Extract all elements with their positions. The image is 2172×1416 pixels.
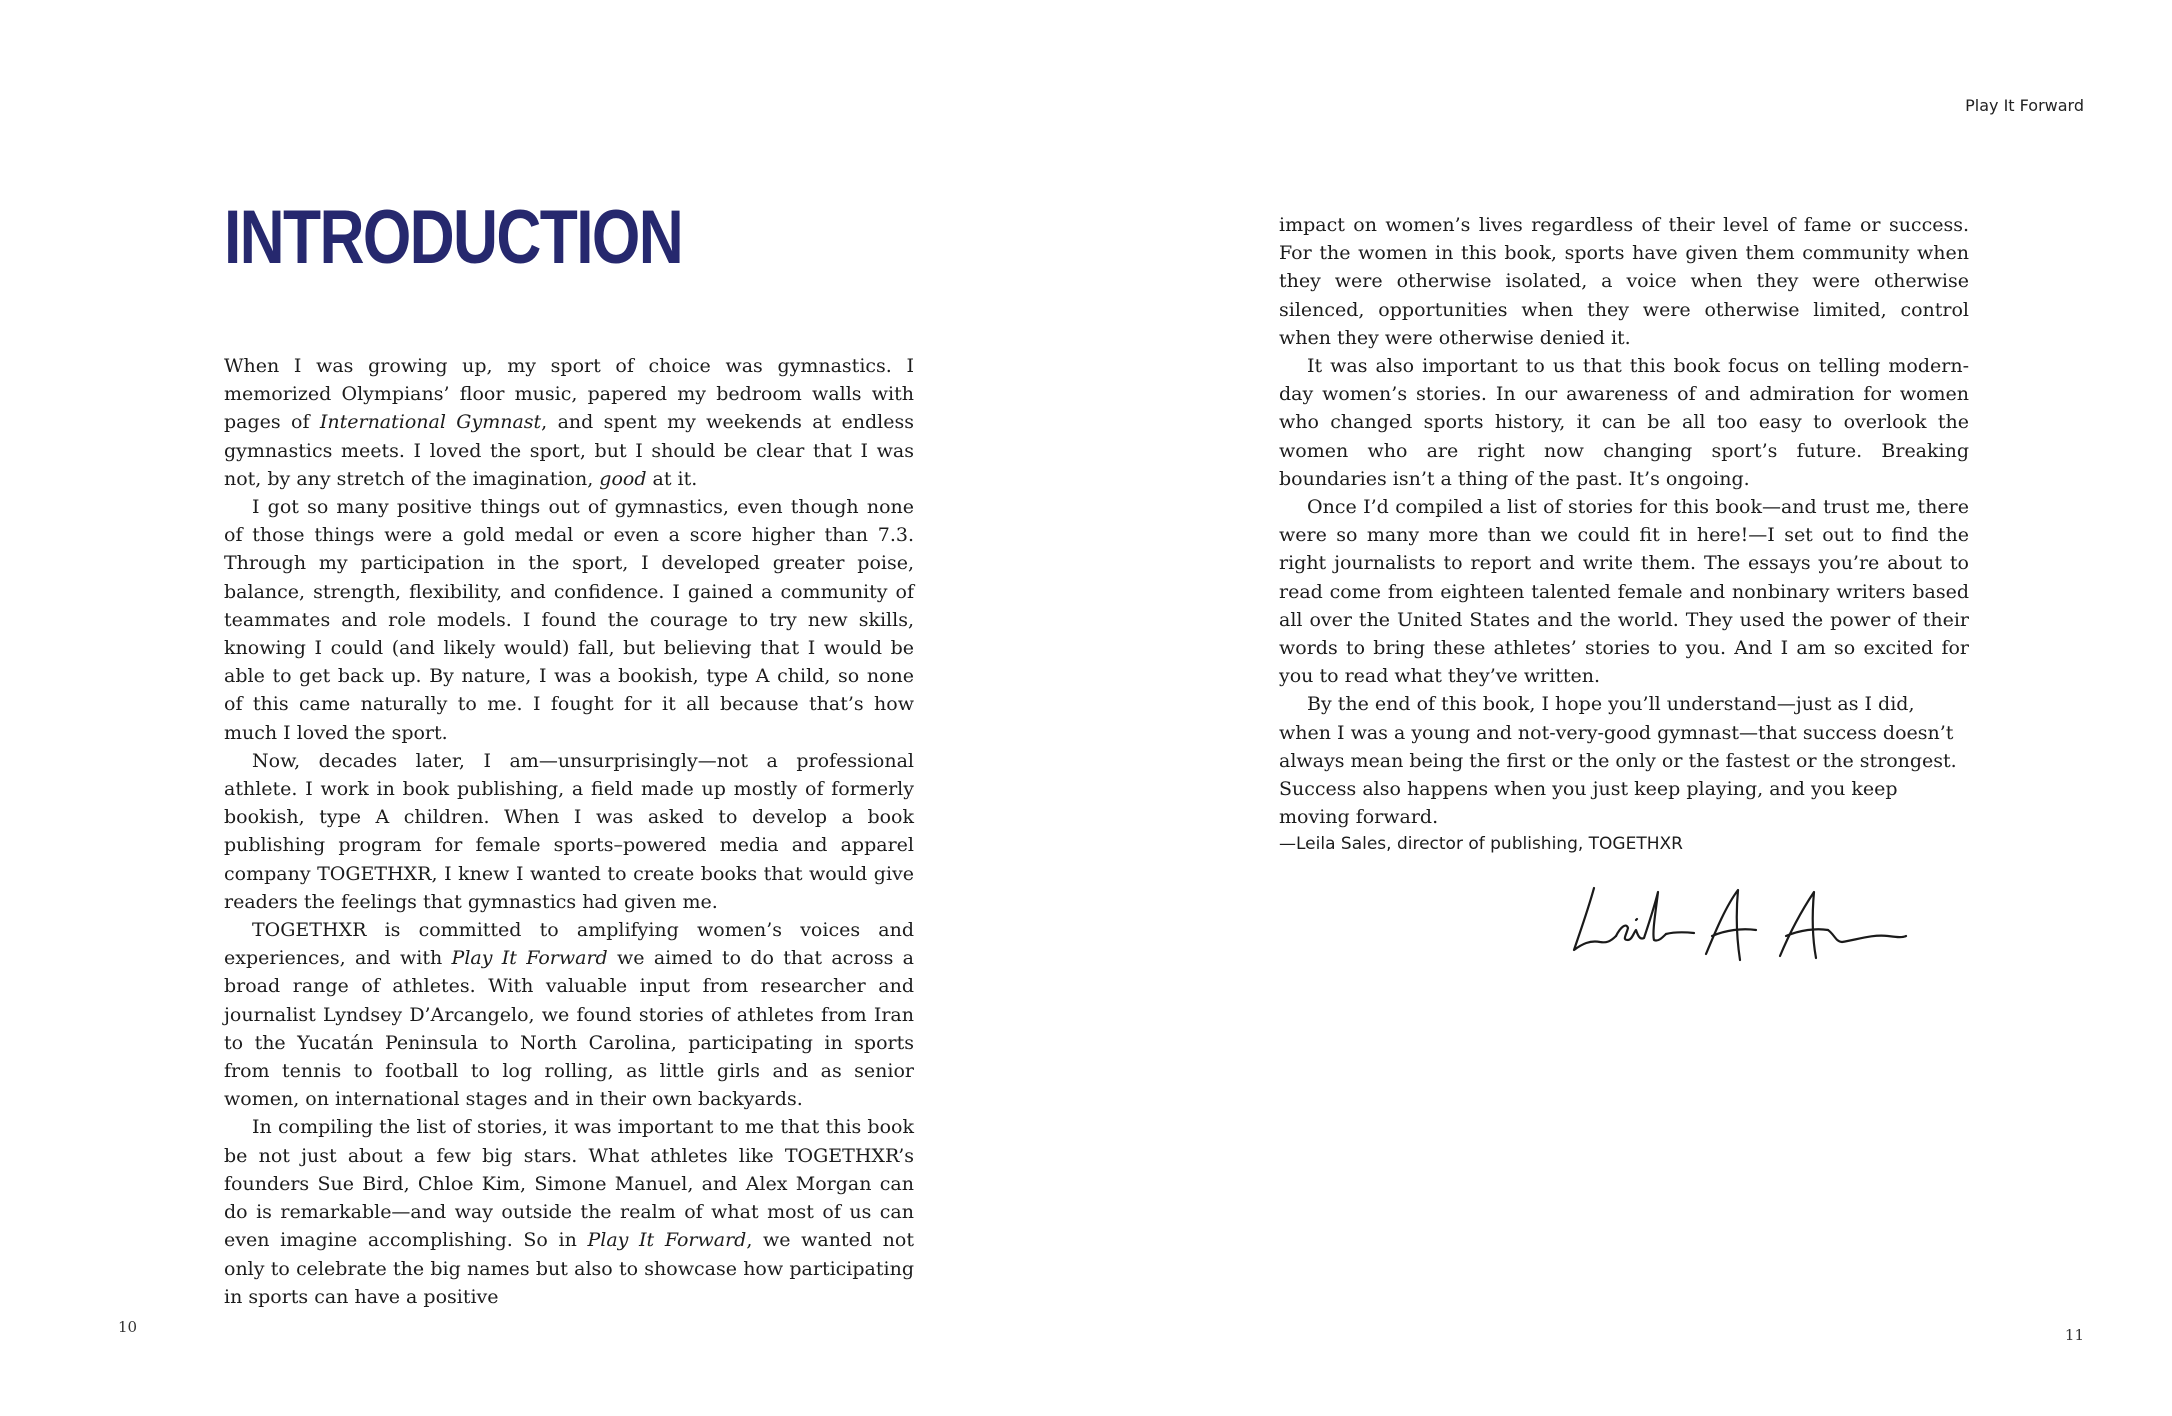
page-title: INTRODUCTION	[224, 195, 683, 280]
paragraph: I got so many positive things out of gymnastics, even though none of those things were a gold medal or even a score higher than 7.3. Through my participation in the sport, I developed greater poise, balance, strength, flexibility, and confidence. I gained a community of teammates and role models. I found the courage to try new skills, knowing I could (and likely would) fall, but believing that I would be able to get back up. By nature, I was a bookish, type A child, so none of this came naturally to me. I fought for it all because that’s how much I loved the sport.	[224, 496, 914, 744]
paragraph: When I was growing up, my sport of choice was gymnastics. I memorized Olympians’ floor music, papered my bedroom walls with pages of International Gymnast, and spent my weekends at endless gymnastics meets. I loved the sport, but I should be clear that I was not, by any stretch of the imagination, good at it.	[224, 355, 915, 490]
paragraph: impact on women’s lives regardless of their level of fame or success. For the women in this book, sports have given them community when they were otherwise isolated, a voice when they were otherwise silenced, opportunities when they were otherwise limited, control when they were otherwise denied it.	[1279, 214, 1969, 349]
attribution: —Leila Sales, director of publishing, TOGETHXR	[1279, 834, 1683, 855]
running-head: Play It Forward	[1965, 96, 2084, 115]
paragraph: Now, decades later, I am—unsurprisingly—not a professional athlete. I work in book publishing, a field made up mostly of formerly bookish, type A children. When I was asked to develop a book publishing program for female sports–powered media and apparel company TOGETHXR, I knew I wanted to create books that would give readers the feelings that gymnastics had given me.	[224, 749, 914, 913]
paragraph: TOGETHXR is committed to amplifying women’s voices and experiences, and with Play It Forward we aimed to do that across a broad range of athletes. With valuable input from researcher and journalist Lyndsey D’Arcangelo, we found stories of athletes from Iran to the Yucatán Peninsula to North Carolina, participating in sports from tennis to football to log rolling, as little girls and as senior women, on international stages and in their own backyards.	[224, 919, 914, 1111]
right-column-text	[1279, 211, 1969, 857]
right-page	[1086, 0, 2172, 1416]
paragraph: By the end of this book, I hope you’ll understand—just as I did, when I was a young and not-very-good gymnast—that success doesn’t always mean being the first or the only or the fastest or the strongest. Success also happens when you just keep playing, and you keep moving forward.	[1279, 693, 1957, 829]
paragraph: Once I’d compiled a list of stories for this book—and trust me, there were so many more than we could fit in here!—I set out to find the right journalists to report and write them. The essays you’re about to read come from eighteen talented female and nonbinary writers based all over the United States and the world. They used the power of their words to bring these athletes’ stories to you. And I am so excited for you to read what they’ve written.	[1279, 496, 1969, 688]
left-column-text	[224, 352, 914, 1311]
paragraph: In compiling the list of stories, it was important to me that this book be not just about a few big stars. What athletes like TOGETHXR’s founders Sue Bird, Chloe Kim, Simone Manuel, and Alex Morgan can do is remarkable—and way outside the realm of what most of us can even imagine accomplishing. So in Play It Forward, we wanted not only to celebrate the big names but also to showcase how participating in sports can have a positive	[224, 1116, 914, 1308]
signature-image	[1566, 870, 1926, 970]
page-number-left: 10	[118, 1318, 138, 1336]
page-number-right: 11	[2064, 1326, 2084, 1344]
paragraph: It was also important to us that this book focus on telling modern-day women’s stories. In our awareness of and admiration for women who changed sports history, it can be all too easy to overlook the women who are right now changing sport’s future. Breaking boundaries isn’t a thing of the past. It’s ongoing.	[1279, 355, 1969, 490]
